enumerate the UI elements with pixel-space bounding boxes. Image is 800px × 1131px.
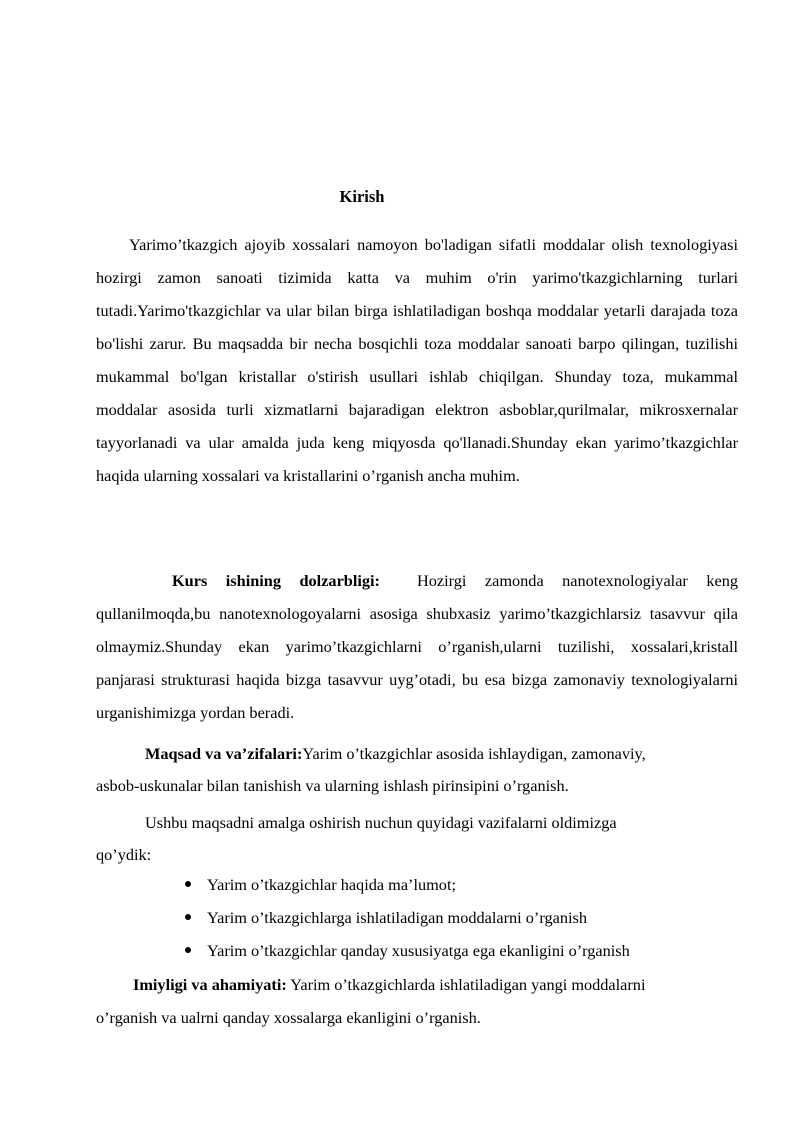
tasks-intro-line-2: qo’ydik: xyxy=(96,845,152,864)
goals-paragraph xyxy=(96,738,736,802)
goals-line-1 xyxy=(96,738,736,770)
tasks-intro-paragraph xyxy=(96,807,736,871)
significance-line-1 xyxy=(96,968,736,1001)
goals-line-2: asbob-uskunalar bilan tanishish va ularning ishlash pirinsipini o’rganish. xyxy=(96,776,569,795)
relevance-paragraph xyxy=(96,564,738,729)
significance-text-1: Yarim o’tkazgichlarda ishlatiladigan yangi moddalarni xyxy=(290,975,646,994)
significance-paragraph xyxy=(96,968,736,1034)
relevance-heading: Kurs ishining dolzarbligi: xyxy=(172,571,380,590)
bullet-icon xyxy=(185,947,191,953)
bullet-icon xyxy=(185,914,191,920)
tasks-intro-line-1: Ushbu maqsadni amalga oshirish nuchun quyidagi vazifalarni oldimizga xyxy=(145,813,617,832)
task-text: Yarim o’tkazgichlarga ishlatiladigan moddalarni o’rganish xyxy=(207,908,587,927)
relevance-text: Hozirgi zamonda nanotexnologiyalar keng qullanilmoqda,bu nanotexnologoyalarni asosiga shubxasiz yarimo’tkazgichlarsiz tasavvur qila olmaymiz.Shunday ekan yarimo’tkazgichlarni o’rganish,ularni tuzilishi, xossalari,kristall panjarasi strukturasi haqida bizga tasavvur uyg’otadi, bu esa bizga zamonaviy texnologiyalarni urganishimizga yordan beradi. xyxy=(96,571,738,722)
significance-line-2: o’rganish va ualrni qanday xossalarga ekanligini o’rganish. xyxy=(96,1008,481,1027)
section-title: Kirish xyxy=(339,187,385,206)
tasks-list xyxy=(185,868,630,967)
task-text: Yarim o’tkazgichlar haqida ma’lumot; xyxy=(207,875,456,894)
bullet-icon xyxy=(185,881,191,887)
goals-heading: Maqsad va va’zifalari: xyxy=(145,744,303,763)
significance-heading: Imiyligi va ahamiyati: xyxy=(133,975,287,994)
goals-text-1: Yarim o’tkazgichlar asosida ishlaydigan, zamonaviy, xyxy=(302,744,646,763)
intro-paragraph: Yarimo’tkazgich ajoyib xossalari namoyon bo'ladigan sifatli moddalar olish texnologiyasi hozirgi zamon sanoati tizimida katta va muhim o'rin yarimo'tkazgichlarning turlari tutadi.Yarimo'tkazgichlar va ular bilan birga ishlatiladigan boshqa moddalar yetarli darajada toza bo'lishi zarur. Bu maqsadda bir necha bosqichli toza moddalar sanoati barpo qilingan, tuzilishi mukammal bo'lgan kristallar o'stirish usullari ishlab chiqilgan. Shunday toza, mukammal moddalar asosida turli xizmatlarni bajaradigan elektron asboblar,qurilmalar, mikrosxernalar tayyorlanadi va ular amalda juda keng miqyosda qo'llanadi.Shunday ekan yarimo’tkazgichlar haqida ularning xossalari va kristallarini o’rganish ancha muhim. xyxy=(96,235,738,485)
list-item xyxy=(185,901,630,934)
task-text: Yarim o’tkazgichlar qanday xususiyatga ega ekanligini o’rganish xyxy=(207,941,630,960)
list-item xyxy=(185,868,630,901)
list-item xyxy=(185,934,630,967)
